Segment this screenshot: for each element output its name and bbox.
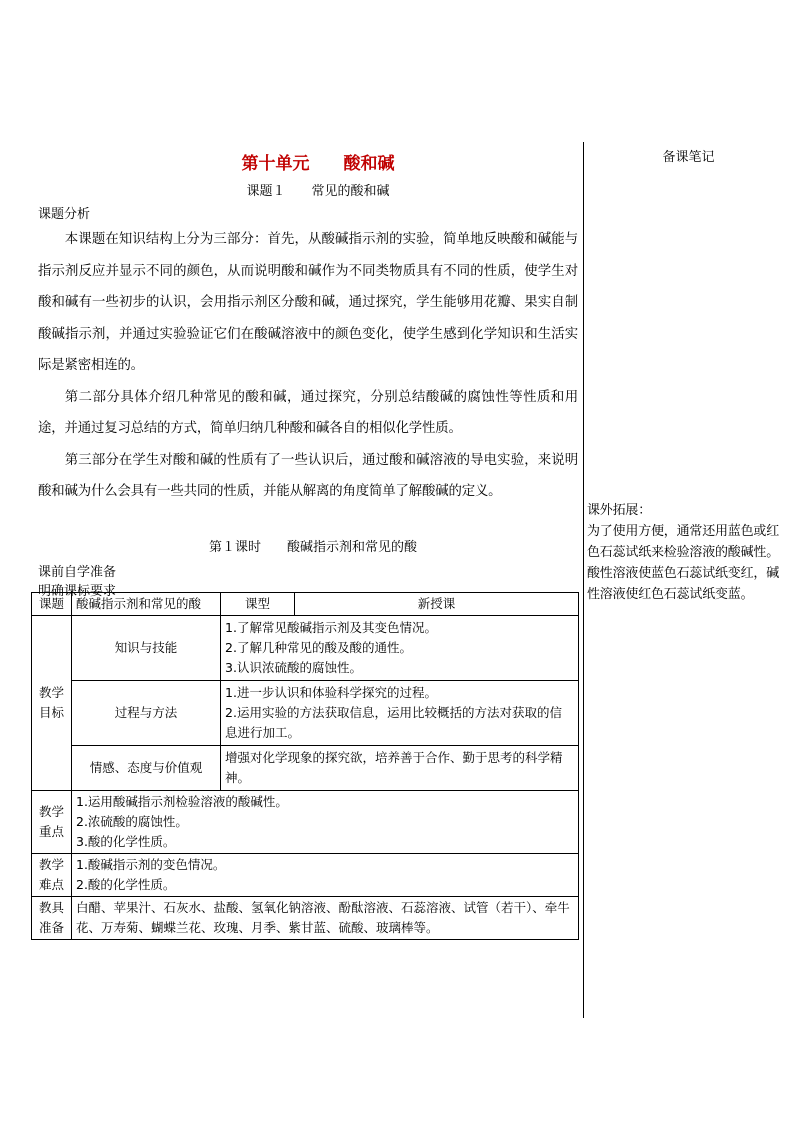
objectives-label-text: 教学目标 <box>38 685 64 720</box>
list-item: 2.浓硫酸的腐蚀性。 <box>76 814 188 829</box>
materials-label: 教具准备 <box>32 897 72 940</box>
goals-label: 明确课标要求 <box>38 583 117 599</box>
list-item: 3.认识浓硫酸的腐蚀性。 <box>225 660 362 675</box>
difficulties-label: 教学难点 <box>32 854 72 897</box>
list-item: 3.酸的化学性质。 <box>76 834 176 849</box>
analysis-paragraph: 第三部分在学生对酸和碱的性质有了一些认识后，通过酸和碱溶液的导电实验，来说明酸和碱为什么会具有一些共同的性质，并能从解离的角度简单了解酸碱的定义。 <box>38 452 578 499</box>
list-item: 1.酸碱指示剂的变色情况。 <box>76 857 226 872</box>
objective-category: 知识与技能 <box>72 616 221 681</box>
extension-note-title: 课外拓展： <box>587 503 652 518</box>
period-title: 第１课时 酸碱指示剂和常见的酸 <box>208 539 417 555</box>
difficulties-items <box>72 854 579 897</box>
notes-divider <box>583 142 584 1018</box>
list-item: 2.运用实验的方法获取信息，运用比较概括的方法对获取的信息进行加工。 <box>225 705 562 740</box>
objective-items <box>221 746 579 791</box>
objective-items <box>221 681 579 746</box>
list-item: 1.了解常见酸碱指示剂及其变色情况。 <box>225 620 437 635</box>
list-item: 1.运用酸碱指示剂检验溶液的酸碱性。 <box>76 794 288 809</box>
topic-value: 酸碱指示剂和常见的酸 <box>72 593 221 616</box>
lesson-plan-table <box>31 592 579 940</box>
key-points-items <box>72 791 579 854</box>
table-row <box>32 746 579 791</box>
prep-label: 课前自学准备 <box>38 564 117 580</box>
notes-column-header: 备课笔记 <box>662 150 715 165</box>
objective-category: 过程与方法 <box>72 681 221 746</box>
objective-category: 情感、态度与价值观 <box>72 746 221 791</box>
extension-note-text: 为了使用方便，通常还用蓝色或红色石蕊试纸来检验溶液的酸碱性。酸性溶液使蓝色石蕊试纸变红，碱性溶液使红色石蕊试纸变蓝。 <box>587 524 780 602</box>
analysis-paragraph: 第二部分具体介绍几种常见的酸和碱，通过探究，分别总结酸碱的腐蚀性等性质和用途，并通过复习总结的方式，简单归纳几种酸和碱各自的相似化学性质。 <box>38 389 578 436</box>
topic-label: 课题 <box>32 593 72 616</box>
table-row <box>32 897 579 940</box>
objectives-label <box>32 616 72 791</box>
analysis-label: 课题分析 <box>38 207 91 222</box>
materials-text: 白醋、苹果汁、石灰水、盐酸、氢氧化钠溶液、酚酞溶液、石蕊溶液、试管（若干）、牵牛花、万寿菊、蝴蝶兰花、玫瑰、月季、紫甘蓝、硫酸、玻璃棒等。 <box>72 897 579 940</box>
table-row <box>32 791 579 854</box>
lesson-title: 课题１ 常见的酸和碱 <box>246 184 390 199</box>
list-item: 2.了解几种常见的酸及酸的通性。 <box>225 640 412 655</box>
list-item: 1.进一步认识和体验科学探究的过程。 <box>225 685 437 700</box>
list-item: 增强对化学现象的探究欲，培养善于合作、勤于思考的科学精神。 <box>225 750 563 785</box>
main-content <box>38 150 578 601</box>
analysis-paragraph: 本课题在知识结构上分为三部分：首先，从酸碱指示剂的实验，简单地反映酸和碱能与指示剂反应并显示不同的颜色，从而说明酸和碱作为不同类物质具有不同的性质，使学生对酸和碱有一些初步的认识，会用指示剂区分酸和碱，通过探究，学生能够用花瓣、果实自制酸碱指示剂，并通过实验验证它们在酸碱溶液中的颜色变化，使学生感到化学知识和生活实际是紧密相连的。 <box>38 232 578 373</box>
objective-items <box>221 616 579 681</box>
table-row <box>32 616 579 681</box>
lesson-type-label: 课型 <box>221 593 295 616</box>
unit-title: 第十单元 酸和碱 <box>241 154 395 174</box>
table-row <box>32 593 579 616</box>
list-item: 2.酸的化学性质。 <box>76 877 176 892</box>
lesson-type-value: 新授课 <box>295 593 579 616</box>
table-row <box>32 854 579 897</box>
table-row <box>32 681 579 746</box>
extension-note <box>587 500 787 605</box>
key-points-label: 教学重点 <box>32 791 72 854</box>
